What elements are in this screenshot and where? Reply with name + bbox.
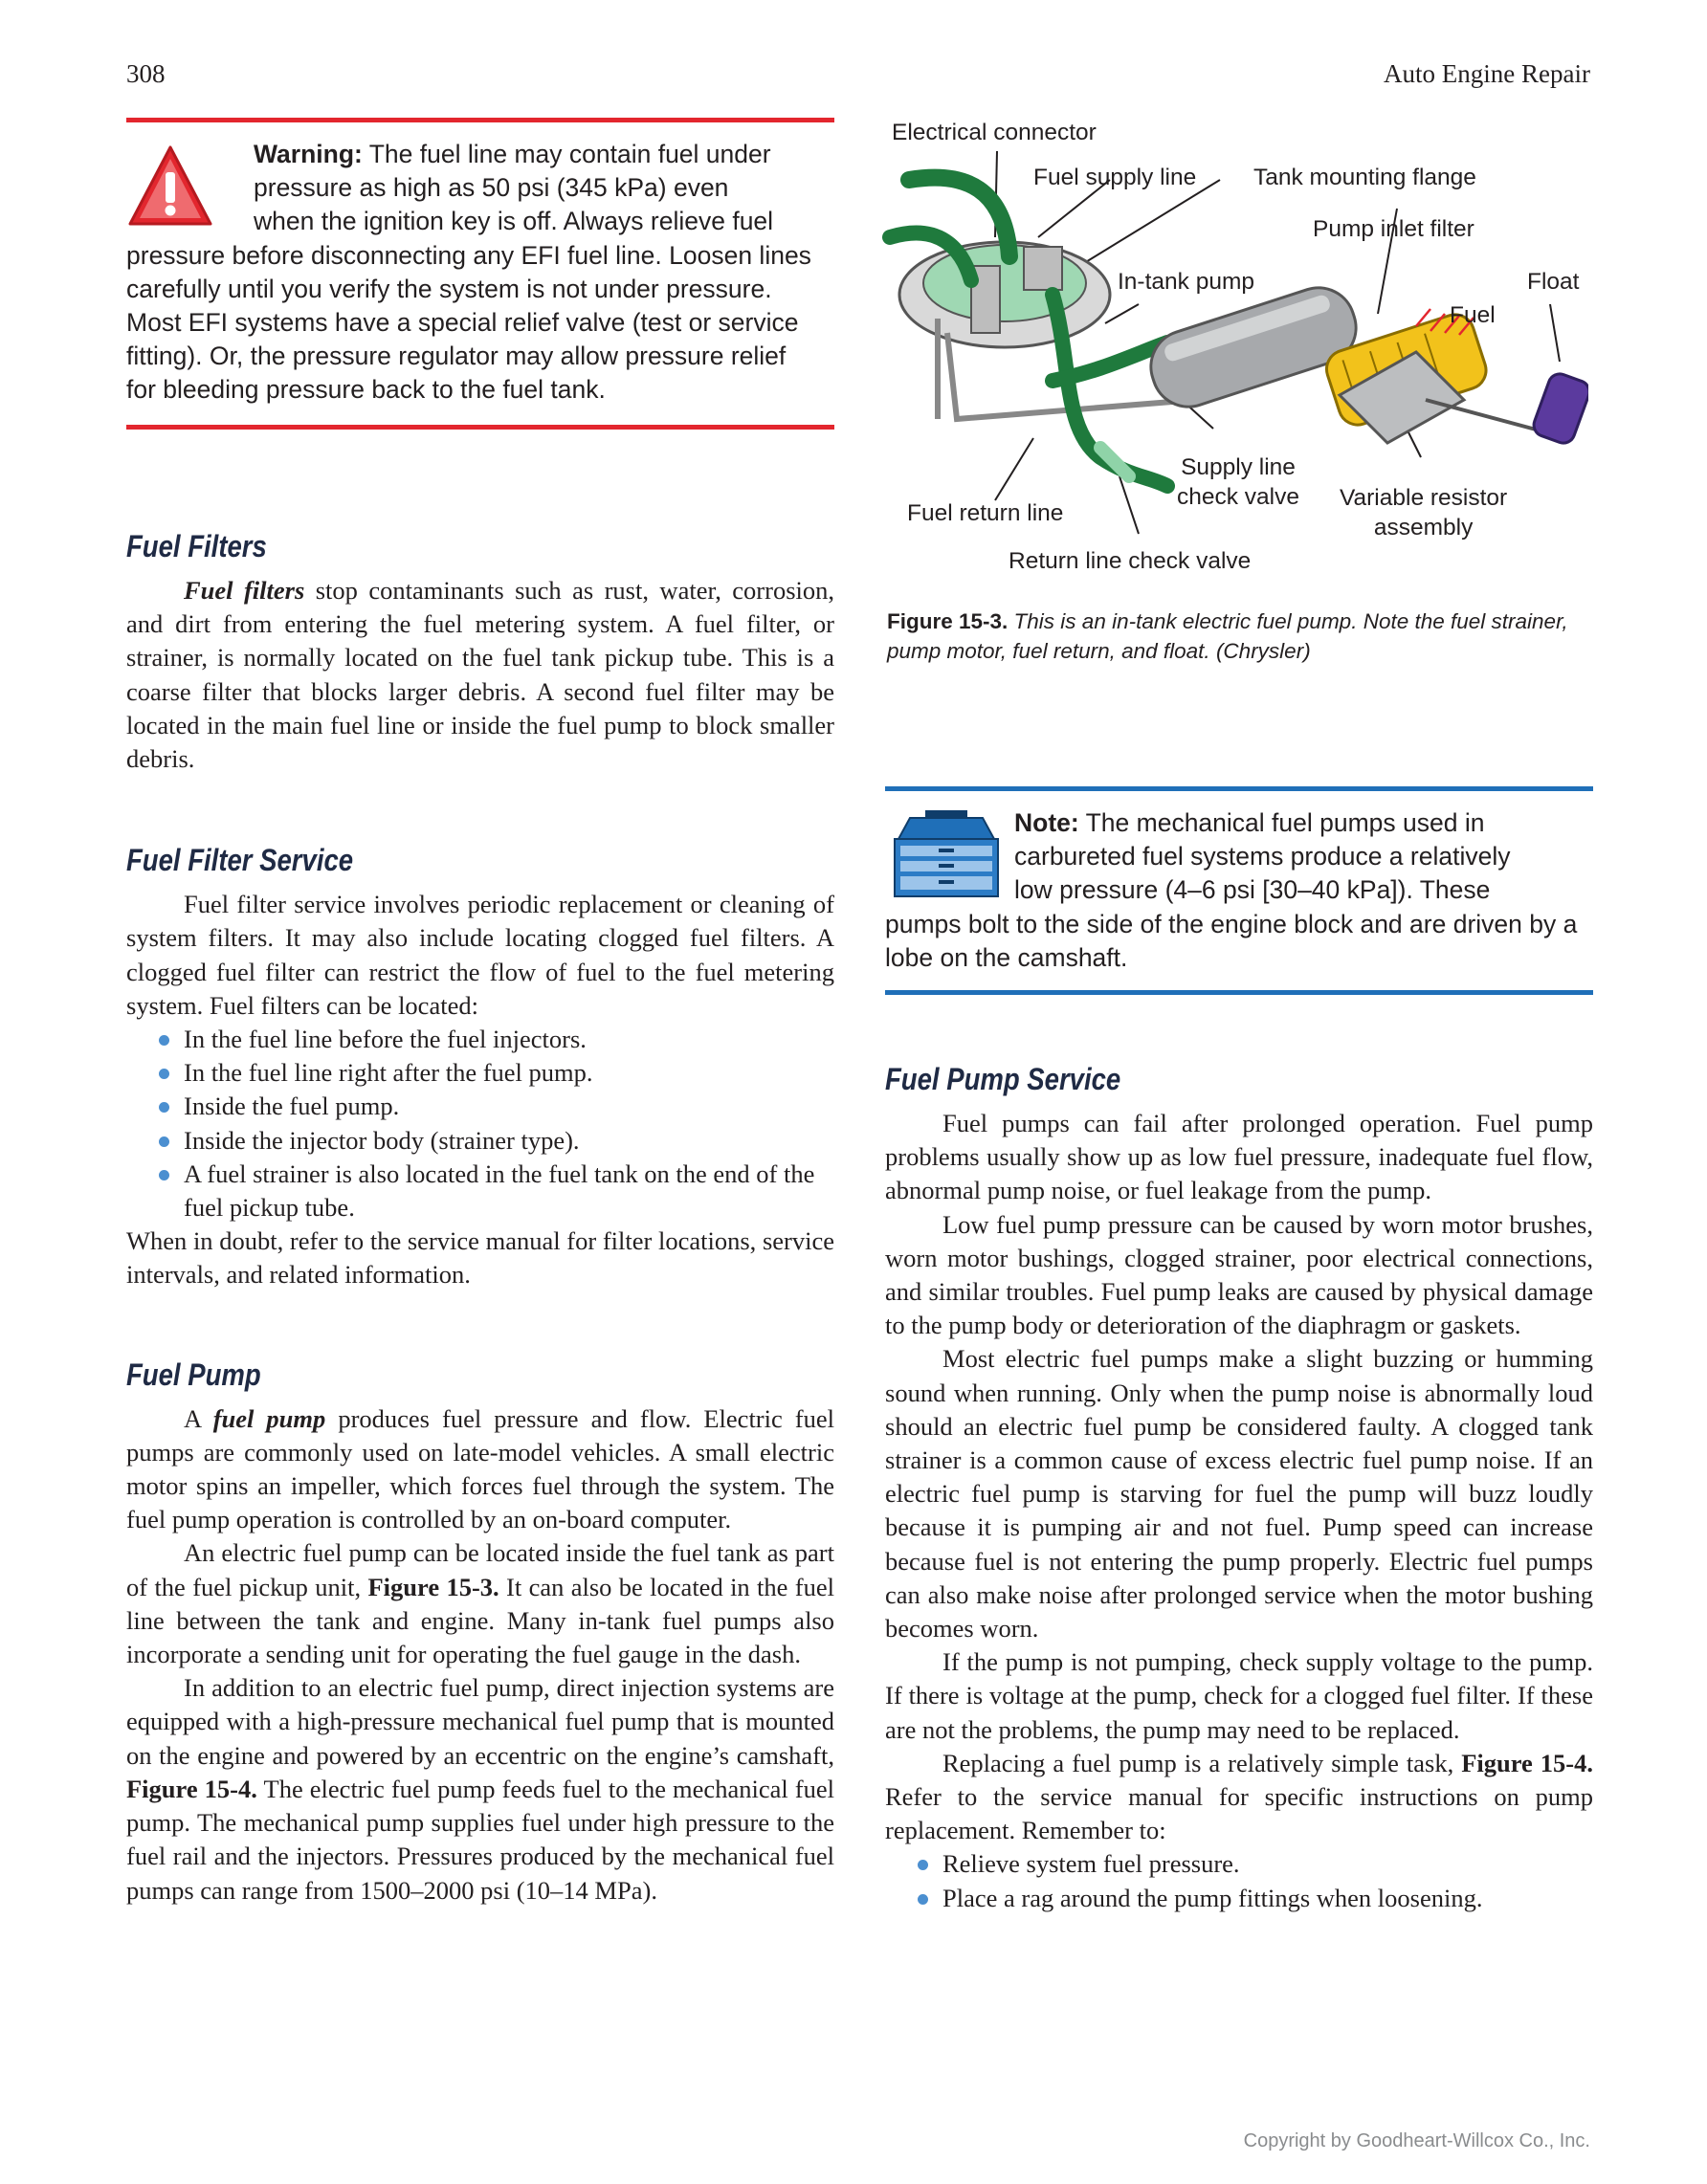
caption-label: Figure 15-3. bbox=[887, 609, 1009, 633]
heading-fuel-pump: Fuel Pump bbox=[126, 1357, 261, 1392]
note-line-1: The mechanical fuel pumps used in bbox=[1085, 808, 1485, 837]
list-item: Place a rag around the pump fittings when loosening. bbox=[885, 1882, 1593, 1915]
list-item: In the fuel line before the fuel injectors. bbox=[126, 1023, 834, 1056]
warning-bottom-rule bbox=[126, 425, 834, 430]
label-return-line-check-valve: Return line check valve bbox=[1009, 548, 1252, 574]
pump-service-paragraph-1: Fuel pumps can fail after prolonged operation. Fuel pump problems usually show up as low fuel pressure, inadequate fuel flow, abnormal pump noise, or fuel leakage from the pump. bbox=[885, 1109, 1593, 1205]
label-fuel: Fuel bbox=[1450, 302, 1496, 328]
pump-service-paragraph-2: Low fuel pump pressure can be caused by worn motor brushes, worn motor bushings, clogged strainer, poor electrical connections, and similar troubles. Fuel pump leaks are caused by physical damage to the pump body or deterioration of the diaphragm or gaskets. bbox=[885, 1209, 1593, 1340]
warning-label: Warning: bbox=[254, 140, 363, 168]
list-item: Relieve system fuel pressure. bbox=[885, 1847, 1593, 1881]
toolbox-icon bbox=[889, 810, 1004, 898]
label-in-tank-pump: In-tank pump bbox=[1118, 269, 1254, 295]
warning-line-3: when the ignition key is off. Always relieve fuel bbox=[254, 207, 774, 236]
fuel-filter-service-closing: When in doubt, refer to the service manual for filter locations, service intervals, and related information. bbox=[126, 1226, 834, 1290]
running-head: Auto Engine Repair bbox=[1384, 59, 1590, 88]
label-tank-mounting-flange: Tank mounting flange bbox=[1253, 165, 1476, 190]
label-float: Float bbox=[1527, 269, 1580, 295]
pump-service-paragraph-4: If the pump is not pumping, check supply voltage to the pump. If there is voltage at the pump, check for a clogged fuel filter. If these are not the problems, the pump may need to be replaced. bbox=[885, 1647, 1593, 1744]
warning-rest: pressure before disconnecting any EFI fuel line. Loosen lines carefully until you verify the system is not under pressure. Most EFI systems have a special relief valve (test or service fitting). Or, the pressure regulator may allow pressure relief for bleeding pressure back to the fuel tank. bbox=[126, 240, 811, 405]
figure-15-3 bbox=[880, 113, 1588, 586]
label-electrical-connector: Electrical connector bbox=[892, 120, 1097, 145]
label-variable-resistor-assembly: Variable resistor assembly bbox=[1340, 485, 1508, 540]
term-fuel-pump: fuel pump bbox=[212, 1403, 326, 1433]
copyright-footer: Copyright by Goodheart-Willcox Co., Inc. bbox=[1243, 2130, 1590, 2151]
list-item: A fuel strainer is also located in the fuel tank on the end of the fuel pickup tube. bbox=[126, 1158, 834, 1224]
fuel-pump-paragraph-1: A fuel pump produces fuel pressure and flow. Electric fuel pumps are commonly used on late-model vehicles. A small electric motor spins an impeller, which forces fuel through the system. The fuel pump operation is controlled by an on-board computer. bbox=[126, 1403, 834, 1534]
right-column bbox=[885, 1062, 1593, 1915]
left-column bbox=[126, 529, 834, 1908]
note-bottom-rule bbox=[885, 990, 1593, 995]
heading-fuel-pump-service: Fuel Pump Service bbox=[885, 1062, 1121, 1096]
label-fuel-return-line: Fuel return line bbox=[907, 500, 1064, 526]
note-line-2: carbureted fuel systems produce a relatively bbox=[1014, 842, 1511, 871]
term-fuel-filters: Fuel filters bbox=[184, 576, 305, 605]
warning-box bbox=[126, 118, 834, 430]
note-rest: pumps bolt to the side of the engine block and are driven by a lobe on the camshaft. bbox=[885, 909, 1578, 972]
pump-service-paragraph-3: Most electric fuel pumps make a slight buzzing or humming sound when running. Only when the pump noise is abnormally loud should an electric fuel pump be considered faulty. A clogged tank strainer is a common cause of excess electric fuel pump noise. If an electric fuel pump is starving for fuel the pump will buzz loudly because it is pumping air and not fuel. Pump speed can increase because fuel is not entering the pump properly. Electric fuel pumps can also make noise after prolonged service when the motor bushing becomes worn. bbox=[885, 1344, 1593, 1644]
warning-line-2: pressure as high as 50 psi (345 kPa) even bbox=[254, 173, 729, 203]
note-box bbox=[885, 786, 1593, 995]
caption-text: This is an in-tank electric fuel pump. Note the fuel strainer, pump motor, fuel return, and float. (Chrysler) bbox=[887, 609, 1568, 663]
heading-fuel-filter-service: Fuel Filter Service bbox=[126, 843, 354, 878]
fuel-pump-paragraph-2: An electric fuel pump can be located inside the fuel tank as part of the fuel pickup unit, Figure 15-3. It can also be located in the fuel line between the tank and engine. Many in-tank fuel pumps also incorporate a sending unit for operating the fuel gauge in the dash. bbox=[126, 1538, 834, 1669]
list-item: Inside the injector body (strainer type). bbox=[126, 1124, 834, 1158]
list-item: In the fuel line right after the fuel pump. bbox=[126, 1056, 834, 1090]
pump-replacement-list bbox=[885, 1847, 1593, 1914]
figure-ref-15-4: Figure 15-4. bbox=[126, 1774, 257, 1803]
figure-ref-15-4-b: Figure 15-4. bbox=[1461, 1748, 1593, 1777]
label-pump-inlet-filter: Pump inlet filter bbox=[1313, 216, 1474, 242]
warning-line-1: The fuel line may contain fuel under bbox=[368, 140, 771, 168]
fuel-filter-service-paragraph: Fuel filter service involves periodic replacement or cleaning of system filters. It may also include locating clogged fuel filters. A clogged fuel filter can restrict the flow of fuel to the fuel metering system. Fuel filters can be located: bbox=[126, 890, 834, 1020]
fuel-pump-paragraph-3: In addition to an electric fuel pump, direct injection systems are equipped with a high-pressure mechanical fuel pump that is mounted on the engine and powered by an eccentric on the engine’s camshaft, Figure 15-4. The electric fuel pump feeds fuel to the mechanical fuel pump. The mechanical pump supplies fuel under high pressure to the fuel rail and the injectors. Pressures produced by the mechanical fuel pumps can range from 1500–2000 psi (10–14 MPa). bbox=[126, 1673, 835, 1905]
warning-icon bbox=[126, 143, 214, 230]
note-label: Note: bbox=[1014, 808, 1079, 837]
filter-location-list bbox=[126, 1023, 834, 1224]
pump-service-paragraph-5: Replacing a fuel pump is a relatively simple task, Figure 15-4. Refer to the service manual for specific instructions on pump replacement. Remember to: bbox=[885, 1748, 1593, 1845]
figure-ref-15-3: Figure 15-3. bbox=[367, 1572, 499, 1601]
page-number: 308 bbox=[126, 59, 166, 88]
label-fuel-supply-line: Fuel supply line bbox=[1033, 165, 1197, 190]
fuel-filters-paragraph: Fuel filters stop contaminants such as rust, water, corrosion, and dirt from entering the fuel metering system. A fuel filter, or strainer, is normally located on the fuel tank pickup tube. This is a coarse filter that blocks larger debris. A second fuel filter may be located in the main fuel line or inside the fuel pump to block smaller debris. bbox=[126, 576, 834, 774]
heading-fuel-filters: Fuel Filters bbox=[126, 529, 267, 563]
figure-caption bbox=[887, 607, 1590, 666]
note-line-3: low pressure (4–6 psi [30–40 kPa]). These bbox=[1014, 875, 1491, 905]
label-supply-line-check-valve: Supply line check valve bbox=[1177, 454, 1300, 510]
list-item: Inside the fuel pump. bbox=[126, 1090, 834, 1123]
